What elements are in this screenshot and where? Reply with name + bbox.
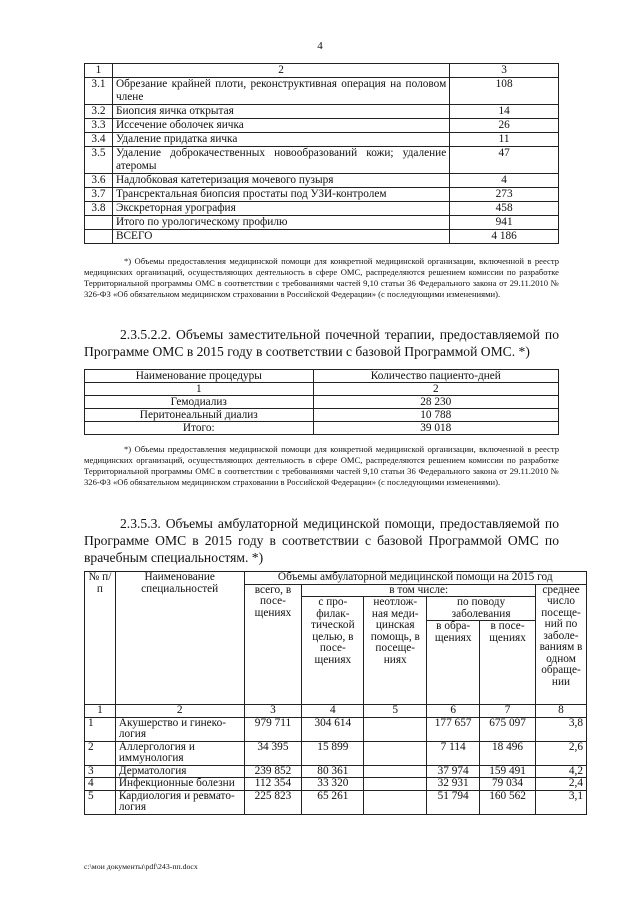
procedure-name: ВСЕГО	[112, 230, 449, 244]
total-visits-value: 979 711	[244, 717, 302, 741]
page-number: 4	[317, 40, 323, 52]
row-number: 3.8	[85, 202, 113, 216]
total-visits-value: 225 823	[244, 790, 302, 814]
row-number: 5	[85, 790, 116, 814]
footnote: *) Объемы предоставления медицинской помощи для конкретной медицинской организации, включенной в реестр медицинских организаций, осуществляющих деятельность в сфере ОМС, распределяются решением комиссии по разработке Территориальной программы ОМС в соответствии с требованиями частей 9,10 статьи 36 Федерального закона от 29.11.2010 № 326-ФЗ «Об обязательном медицинском страховании в Российской Федерации» (с последующими изменениями).	[84, 444, 559, 487]
disease-header: по поводу заболевания	[427, 597, 536, 621]
visits-value: 159 491	[480, 765, 536, 778]
patient-days-value: 10 788	[313, 409, 558, 422]
procedure-count: 273	[450, 188, 559, 202]
row-number: 3.3	[85, 119, 113, 133]
table-row	[85, 422, 559, 435]
row-number: 3.1	[85, 78, 113, 105]
visits-value: 18 496	[480, 741, 536, 765]
table-number-row	[85, 705, 587, 718]
urgent-care-value	[364, 717, 427, 741]
procedure-count: 4	[450, 174, 559, 188]
total-visits-value: 34 395	[244, 741, 302, 765]
table-row	[85, 778, 587, 791]
column-number: 1	[85, 383, 314, 396]
procedure-name: Биопсия яичка открытая	[112, 105, 449, 119]
row-number	[85, 216, 113, 230]
average-visits-value: 3,8	[536, 717, 587, 741]
urology-table	[84, 63, 559, 244]
visits-value: 160 562	[480, 790, 536, 814]
preventive-value: 304 614	[302, 717, 364, 741]
column-number: 7	[480, 705, 536, 718]
patient-days-value: 39 018	[313, 422, 558, 435]
row-number: 3	[85, 765, 116, 778]
dialysis-table	[84, 369, 559, 435]
number-header: № п/п	[85, 572, 116, 705]
total-visits-value: 112 354	[244, 778, 302, 791]
procedure-count: 941	[450, 216, 559, 230]
patient-days-value: 28 230	[313, 396, 558, 409]
section-heading: 2.3.5.3. Объемы амбулаторной медицинской помощи, предоставляемой по Программе ОМС в 2015 году в соответствии с базовой Программой ОМС по врачебным специальностям. *)	[84, 516, 559, 565]
table-row	[85, 717, 587, 741]
column-number: 1	[85, 64, 113, 78]
appeals-value: 7 114	[427, 741, 480, 765]
footnote: *) Объемы предоставления медицинской помощи для конкретной медицинской организации, включенной в реестр медицинских организаций, осуществляющих деятельность в сфере ОМС, распределяются решением комиссии по разработке Территориальной программы ОМС в соответствии с требованиями частей 9,10 статьи 36 Федерального закона от 29.11.2010 № 326-ФЗ «Об обязательном медицинском страховании в Российской Федерации» (с последующими изменениями).	[84, 256, 559, 299]
row-number: 3.2	[85, 105, 113, 119]
procedure-name: Надлобковая катетеризация мочевого пузыря	[112, 174, 449, 188]
average-visits-value: 4,2	[536, 765, 587, 778]
procedure-count: 26	[450, 119, 559, 133]
procedure-count: 14	[450, 105, 559, 119]
average-visits-value: 2,6	[536, 741, 587, 765]
appeals-value: 177 657	[427, 717, 480, 741]
procedure-name: Итого по урологическому профилю	[112, 216, 449, 230]
column-number: 2	[115, 705, 244, 718]
procedure-name: Обрезание крайней плоти, реконструктивная операция на половом члене	[112, 78, 449, 105]
table-row	[85, 188, 559, 202]
urgent-care-header: неотлож-ная меди-цинская помощь, в посеще-ниях	[364, 597, 427, 705]
procedure-name: Гемодиализ	[85, 396, 314, 409]
specialty-name: Инфекционные болезни	[115, 778, 244, 791]
table-number-row	[85, 383, 559, 396]
procedure-name: Удаление придатка яичка	[112, 133, 449, 147]
specialty-name: Дерматология	[115, 765, 244, 778]
procedure-count: 108	[450, 78, 559, 105]
table-row	[85, 78, 559, 105]
specialty-name: Аллергология и иммунология	[115, 741, 244, 765]
column-number: 2	[313, 383, 558, 396]
table-row	[85, 147, 559, 174]
row-number: 3.4	[85, 133, 113, 147]
average-visits-header: среднее число посеще-ний по заболе-ваниям в одном обраще-нии	[536, 584, 587, 705]
volumes-header: Объемы амбулаторной медицинской помощи на 2015 год	[244, 572, 586, 585]
column-number: 2	[112, 64, 449, 78]
visits-header: в посе-щениях	[480, 621, 536, 705]
table-row	[85, 765, 587, 778]
visits-value: 675 097	[480, 717, 536, 741]
average-visits-value: 2,4	[536, 778, 587, 791]
table-header-row	[85, 572, 587, 585]
table-row	[85, 790, 587, 814]
procedure-name: Экскреторная урография	[112, 202, 449, 216]
urgent-care-value	[364, 741, 427, 765]
procedure-name: Трансректальная биопсия простаты под УЗИ-контролем	[112, 188, 449, 202]
appeals-value: 37 974	[427, 765, 480, 778]
row-number	[85, 230, 113, 244]
table-row	[85, 216, 559, 230]
preventive-value: 80 361	[302, 765, 364, 778]
total-visits-value: 239 852	[244, 765, 302, 778]
row-number: 1	[85, 717, 116, 741]
row-number: 2	[85, 741, 116, 765]
outpatient-table	[84, 571, 587, 815]
table-row	[85, 230, 559, 244]
procedure-name: Итого:	[85, 422, 314, 435]
procedure-name: Удаление доброкачественных новообразований кожи; удаление атеромы	[112, 147, 449, 174]
section-heading: 2.3.5.2.2. Объемы заместительной почечной терапии, предоставляемой по Программе ОМС в 2015 году в соответствии с базовой Программой ОМС. *)	[84, 327, 559, 359]
row-number: 3.5	[85, 147, 113, 174]
table-row	[85, 409, 559, 422]
table-row	[85, 174, 559, 188]
procedure-header: Наименование процедуры	[85, 370, 314, 383]
column-number: 5	[364, 705, 427, 718]
total-visits-header: всего, в посе-щениях	[244, 584, 302, 705]
appeals-header: в обра-щениях	[427, 621, 480, 705]
patient-days-header: Количество пациенто-дней	[313, 370, 558, 383]
urgent-care-value	[364, 790, 427, 814]
urgent-care-value	[364, 765, 427, 778]
average-visits-value: 3,1	[536, 790, 587, 814]
table-row	[85, 119, 559, 133]
column-number: 3	[244, 705, 302, 718]
table-row	[85, 105, 559, 119]
row-number: 4	[85, 778, 116, 791]
urgent-care-value	[364, 778, 427, 791]
procedure-count: 47	[450, 147, 559, 174]
file-path-footer: c:\мои документы\pdf\243-пп.docx	[84, 862, 198, 871]
row-number: 3.7	[85, 188, 113, 202]
preventive-value: 65 261	[302, 790, 364, 814]
table-row	[85, 133, 559, 147]
column-number: 4	[302, 705, 364, 718]
column-number: 8	[536, 705, 587, 718]
column-number: 1	[85, 705, 116, 718]
table-row	[85, 741, 587, 765]
preventive-header: с про-филак-тической целью, в посе-щениях	[302, 597, 364, 705]
column-number: 3	[450, 64, 559, 78]
appeals-value: 51 794	[427, 790, 480, 814]
specialty-name: Акушерство и гинеко-логия	[115, 717, 244, 741]
table-row	[85, 202, 559, 216]
preventive-value: 15 899	[302, 741, 364, 765]
row-number: 3.6	[85, 174, 113, 188]
column-number: 6	[427, 705, 480, 718]
specialty-name: Кардиология и ревмато-логия	[115, 790, 244, 814]
table-header-row	[85, 64, 559, 78]
procedure-name: Иссечение оболочек яичка	[112, 119, 449, 133]
specialty-header: Наименование специальностей	[115, 572, 244, 705]
table-row	[85, 396, 559, 409]
procedure-count: 4 186	[450, 230, 559, 244]
procedure-count: 11	[450, 133, 559, 147]
procedure-name: Перитонеальный диализ	[85, 409, 314, 422]
including-header: в том числе:	[302, 584, 536, 597]
appeals-value: 32 931	[427, 778, 480, 791]
table-header-row	[85, 370, 559, 383]
visits-value: 79 034	[480, 778, 536, 791]
procedure-count: 458	[450, 202, 559, 216]
preventive-value: 33 320	[302, 778, 364, 791]
